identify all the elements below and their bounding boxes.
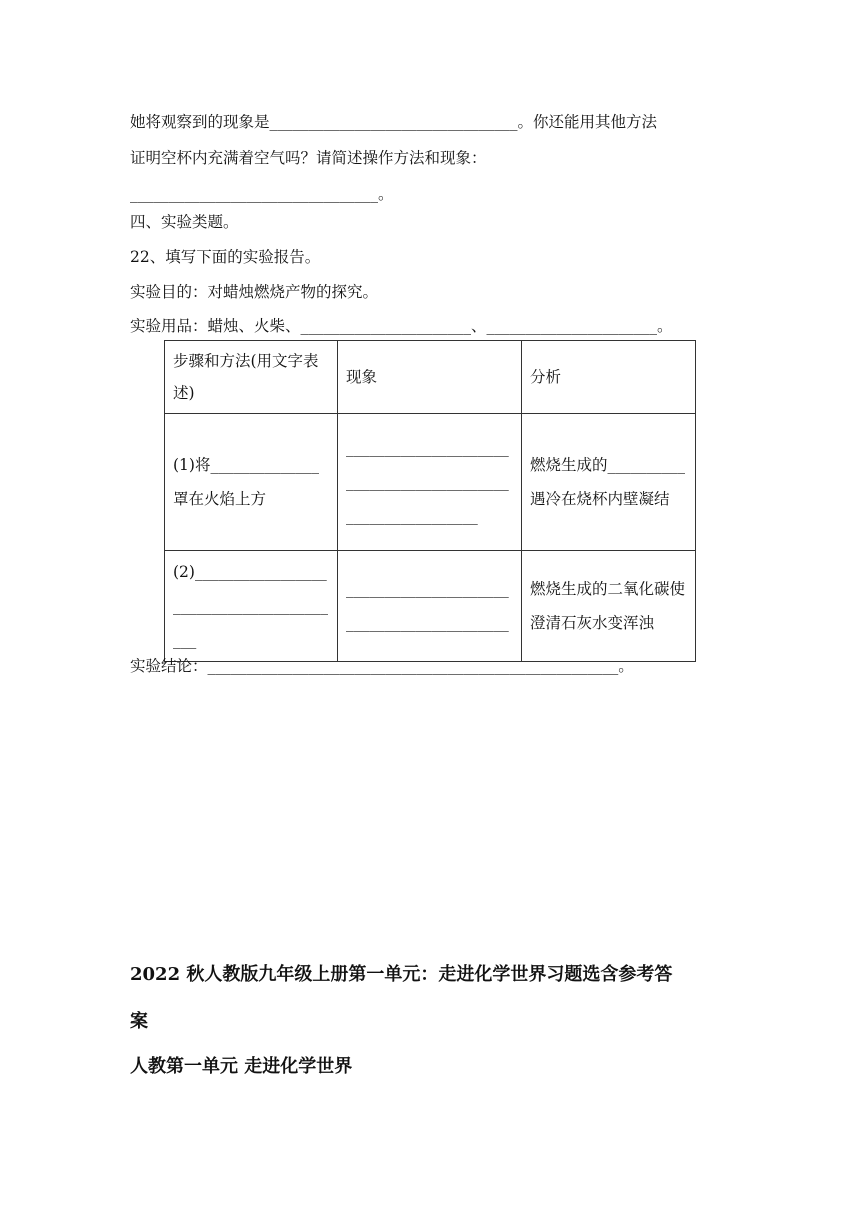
step-cell: (2)________________________________________ — [165, 551, 338, 662]
phenomenon-cell: ___________________________________________________________ — [338, 414, 522, 551]
phenomenon-cell: __________________________________________ — [338, 551, 522, 662]
table-row — [165, 551, 696, 662]
answers-subtitle: 人教第一单元 走进化学世界 — [130, 1056, 353, 1077]
experiment-conclusion: 实验结论：_____________________________________________________。 — [130, 657, 634, 675]
section-heading: 四、实验类题。 — [130, 213, 239, 231]
analysis-cell: 燃烧生成的__________遇冷在烧杯内壁凝结 — [522, 414, 696, 551]
header-steps: 步骤和方法(用文字表述) — [165, 341, 338, 414]
experiment-purpose: 实验目的：对蜡烛燃烧产物的探究。 — [130, 283, 379, 301]
answers-title: 2022 秋人教版九年级上册第一单元：走进化学世界习题选含参考答 — [130, 964, 673, 985]
text-line: 她将观察到的现象是________________________________。你还能用其他方法 — [130, 113, 658, 131]
question-title: 22、填写下面的实验报告。 — [130, 248, 321, 266]
step-cell: (1)将______________罩在火焰上方 — [165, 414, 338, 551]
experiment-materials: 实验用品：蜡烛、火柴、______________________、______________________。 — [130, 317, 673, 335]
header-phenomenon: 现象 — [338, 341, 522, 414]
text-line: ________________________________。 — [130, 185, 394, 203]
text-line: 证明空杯内充满着空气吗？请简述操作方法和现象： — [130, 149, 487, 167]
answers-title-continued: 案 — [130, 1011, 148, 1032]
analysis-cell: 燃烧生成的二氧化碳使澄清石灰水变浑浊 — [522, 551, 696, 662]
table-row — [165, 414, 696, 551]
header-analysis: 分析 — [522, 341, 696, 414]
experiment-report-table — [164, 340, 696, 662]
table-header-row — [165, 341, 696, 414]
